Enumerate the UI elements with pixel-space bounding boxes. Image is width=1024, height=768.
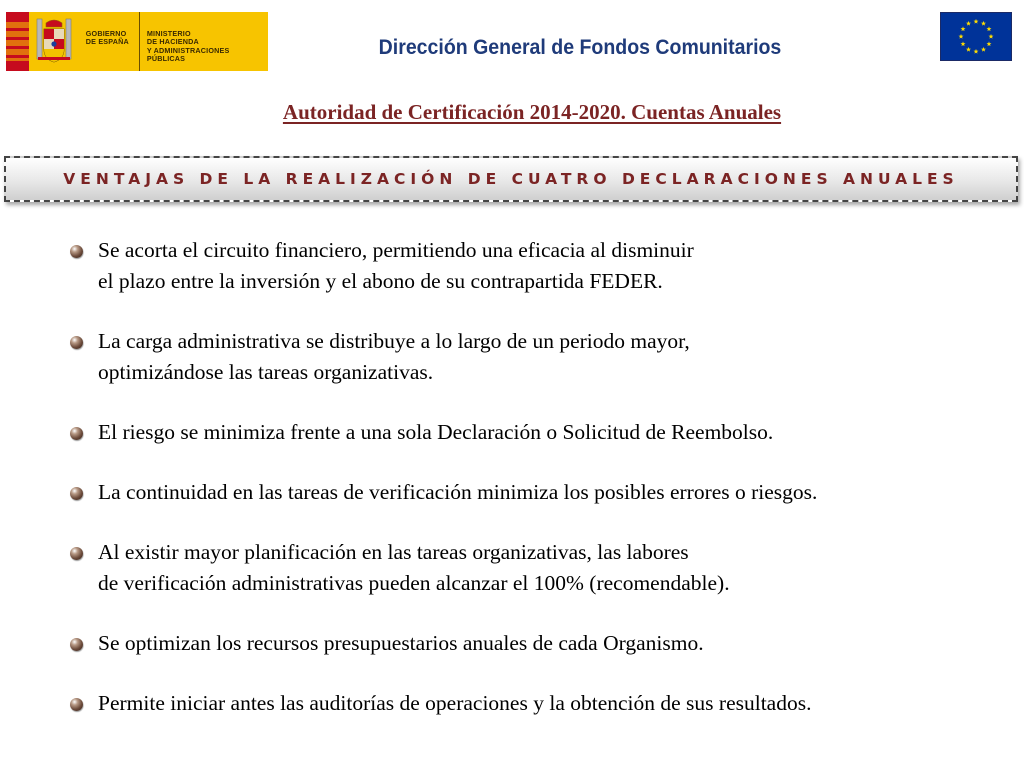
eu-star [981, 21, 986, 26]
banner-title: VENTAJAS DE LA REALIZACIÓN DE CUATRO DECLARACIONES ANUALES [63, 170, 959, 188]
bullet-sphere-icon [70, 698, 83, 711]
eu-star [981, 47, 986, 52]
bullet-sphere-icon [70, 487, 83, 500]
list-item-text: optimizándose las tareas organizativas. [98, 360, 434, 384]
list-item [66, 477, 1006, 508]
list-item [66, 326, 1006, 388]
list-item-text: La continuidad en las tareas de verificación minimiza los posibles errores o riesgos. [98, 480, 818, 504]
gov-logo-text: GOBIERNO DE ESPAÑA [80, 12, 140, 71]
list-item-text: La carga administrativa se distribuye a lo largo de un periodo mayor, [98, 329, 690, 353]
list-item [66, 628, 1006, 659]
section-banner [4, 156, 1018, 202]
ministry-logo-text: MINISTERIO DE HACIENDA Y ADMINISTRACIONES PÚBLICAS [146, 29, 230, 64]
eu-star [961, 41, 966, 46]
list-item-text: Permite iniciar antes las auditorías de operaciones y la obtención de sus resultados. [98, 691, 812, 715]
list-item [66, 688, 1006, 719]
bullet-sphere-icon [70, 638, 83, 651]
bullet-sphere-icon [70, 336, 83, 349]
eu-flag-icon [940, 12, 1012, 61]
list-item-text: Se acorta el circuito financiero, permitiendo una eficacia al disminuir [98, 238, 694, 262]
eu-star [987, 26, 992, 31]
spain-coat-of-arms-icon [29, 12, 80, 71]
list-item-text: El riesgo se minimiza frente a una sola Declaración o Solicitud de Reembolso. [98, 420, 774, 444]
list-item [66, 417, 1006, 448]
bullet-sphere-icon [70, 427, 83, 440]
page-subtitle: Autoridad de Certificación 2014-2020. Cuentas Anuales [282, 100, 782, 124]
bullet-sphere-icon [70, 245, 83, 258]
bullet-sphere-icon [70, 547, 83, 560]
eu-star [987, 41, 992, 46]
eu-star [959, 34, 964, 39]
list-item-text: el plazo entre la inversión y el abono de su contrapartida FEDER. [98, 269, 663, 293]
spain-flag-strip [6, 12, 29, 71]
list-item-text: Se optimizan los recursos presupuestarios anuales de cada Organismo. [98, 631, 704, 655]
eu-star [974, 19, 979, 24]
eu-star [974, 49, 979, 54]
list-item-text: de verificación administrativas pueden alcanzar el 100% (recomendable). [98, 571, 730, 595]
list-item [66, 537, 1006, 599]
eu-star [966, 47, 971, 52]
eu-star [961, 26, 966, 31]
list-item-text: Al existir mayor planificación en las tareas organizativas, las labores [98, 540, 689, 564]
eu-star [989, 34, 994, 39]
advantages-list [66, 235, 1006, 719]
list-item [66, 235, 1006, 297]
eu-star [966, 21, 971, 26]
directorate-title: Dirección General de Fondos Comunitarios [378, 36, 782, 59]
government-logo [6, 12, 268, 71]
